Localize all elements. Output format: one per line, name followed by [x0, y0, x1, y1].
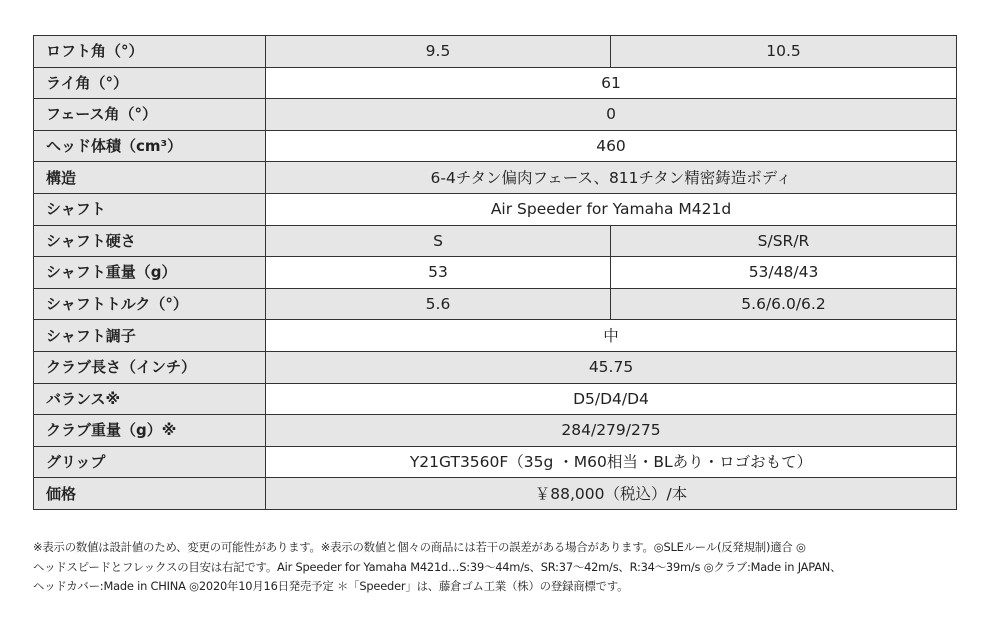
- cell-value: 5.6/6.0/6.2: [611, 288, 957, 320]
- cell-value: 0: [266, 99, 957, 131]
- table-row: [34, 383, 957, 415]
- cell-value: 460: [266, 130, 957, 162]
- cell-value: 中: [266, 320, 957, 352]
- cell-value: 5.6: [266, 288, 611, 320]
- cell-value: Air Speeder for Yamaha M421d: [266, 193, 957, 225]
- cell-value: S: [266, 225, 611, 257]
- row-label: シャフトトルク（°）: [34, 288, 266, 320]
- cell-value: S/SR/R: [611, 225, 957, 257]
- table-row: [34, 162, 957, 194]
- table-row: [34, 225, 957, 257]
- table-row: [34, 351, 957, 383]
- footnote-line: ヘッドカバー:Made in CHINA ◎2020年10月16日発売予定 ＊「Speeder」は、藤倉ゴム工業（株）の登録商標です。: [33, 579, 629, 593]
- table-row: [34, 36, 957, 68]
- row-label: ライ角（°）: [34, 67, 266, 99]
- row-label: バランス※: [34, 383, 266, 415]
- table-row: [34, 288, 957, 320]
- table-row: [34, 415, 957, 447]
- cell-value: 53/48/43: [611, 257, 957, 289]
- table-row: [34, 130, 957, 162]
- row-label: ロフト角（°）: [34, 36, 266, 68]
- table-row: [34, 193, 957, 225]
- row-label: フェース角（°）: [34, 99, 266, 131]
- cell-value: ￥88,000（税込）/本: [266, 478, 957, 510]
- row-label: 価格: [34, 478, 266, 510]
- cell-value: D5/D4/D4: [266, 383, 957, 415]
- table-row: [34, 478, 957, 510]
- table-row: [34, 67, 957, 99]
- footnotes: [33, 538, 973, 597]
- row-label: クラブ重量（g）※: [34, 415, 266, 447]
- row-label: 構造: [34, 162, 266, 194]
- row-label: シャフト調子: [34, 320, 266, 352]
- cell-value: 10.5: [611, 36, 957, 68]
- cell-value: 9.5: [266, 36, 611, 68]
- row-label: グリップ: [34, 446, 266, 478]
- row-label: ヘッド体積（cm³）: [34, 130, 266, 162]
- table-row: [34, 446, 957, 478]
- footnote-line: ※表示の数値は設計値のため、変更の可能性があります。※表示の数値と個々の商品には若干の誤差がある場合があります。◎SLEルール(反発規制)適合 ◎: [33, 540, 806, 554]
- cell-value: Y21GT3560F（35g ・M60相当・BLあり・ロゴおもて）: [266, 446, 957, 478]
- cell-value: 45.75: [266, 351, 957, 383]
- cell-value: 284/279/275: [266, 415, 957, 447]
- row-label: シャフト: [34, 193, 266, 225]
- spec-table: [33, 35, 957, 510]
- table-row: [34, 99, 957, 131]
- cell-value: 61: [266, 67, 957, 99]
- footnote-line: ヘッドスピードとフレックスの目安は右記です。Air Speeder for Yamaha M421d…S:39〜44m/s、SR:37〜42m/s、R:34〜39m/s ◎クラブ:Made in JAPAN、: [33, 559, 842, 574]
- table-row: [34, 320, 957, 352]
- row-label: シャフト重量（g）: [34, 257, 266, 289]
- cell-value: 6-4チタン偏肉フェース、811チタン精密鋳造ボディ: [266, 162, 957, 194]
- table-row: [34, 257, 957, 289]
- row-label: クラブ長さ（インチ）: [34, 351, 266, 383]
- cell-value: 53: [266, 257, 611, 289]
- row-label: シャフト硬さ: [34, 225, 266, 257]
